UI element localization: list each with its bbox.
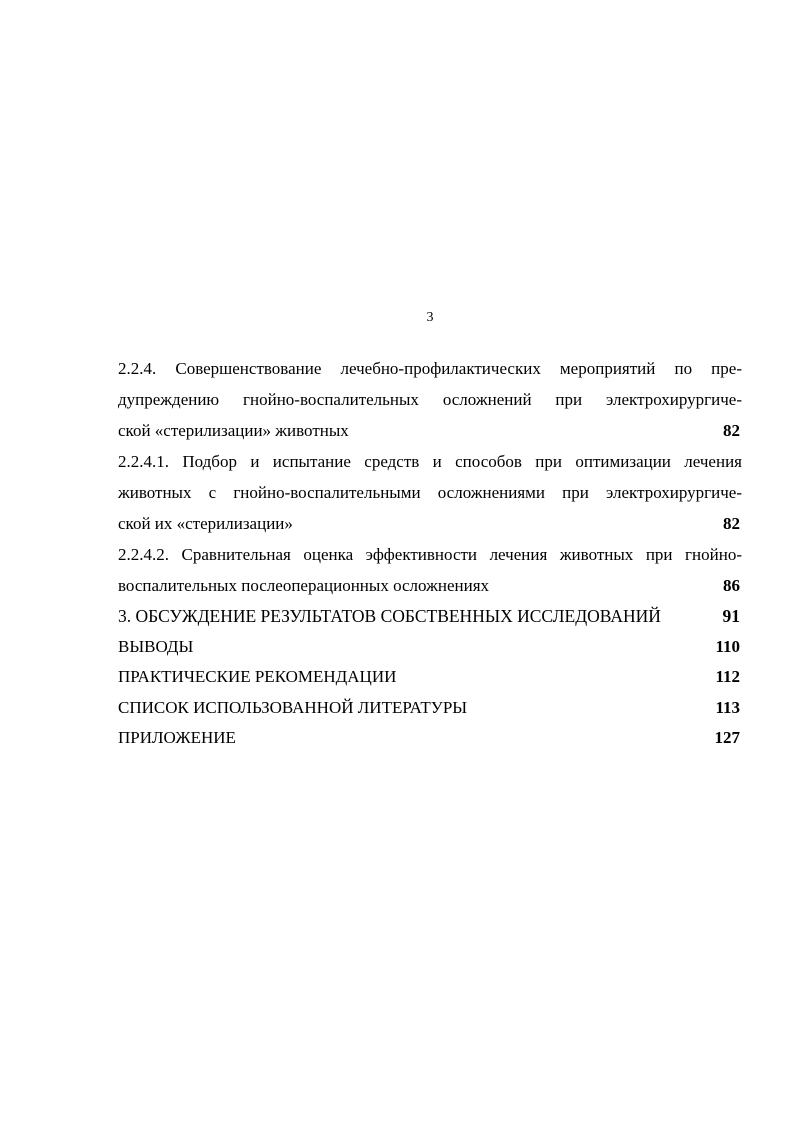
toc-entry-text-line: ской их «стерилизации»	[118, 514, 293, 533]
toc-page-number: 91	[722, 606, 740, 626]
toc-entry-text-line: ской «стерилизации» животных	[118, 421, 349, 440]
toc-entry-2-2-4-2	[118, 539, 742, 601]
toc-entry-text-line: 2.2.4.2. Сравнительная оценка эффективности лечения животных при гнойно-	[118, 545, 742, 564]
toc-entry-text-line: животных с гнойно-воспалительными осложнениями при электрохирургиче-	[118, 483, 742, 502]
toc-page-number: 82	[723, 514, 740, 533]
toc-entry-title: 3. ОБСУЖДЕНИЕ РЕЗУЛЬТАТОВ СОБСТВЕННЫХ ИССЛЕДОВАНИЙ	[118, 606, 661, 626]
toc-entry-last-line	[118, 415, 742, 446]
toc-page-number: 127	[714, 728, 740, 747]
table-of-contents	[118, 353, 742, 754]
toc-entry-title: ПРИЛОЖЕНИЕ	[118, 728, 236, 747]
toc-entry-text-line: 2.2.4.1. Подбор и испытание средств и способов при оптимизации лечения	[118, 452, 742, 471]
toc-page-number: 110	[715, 636, 740, 656]
toc-entry-references	[118, 693, 742, 724]
page-number: 3	[426, 310, 434, 325]
toc-entry-title: ПРАКТИЧЕСКИЕ РЕКОМЕНДАЦИИ	[118, 667, 397, 686]
toc-entry-last-line	[118, 570, 742, 601]
toc-entry-title: ВЫВОДЫ	[118, 636, 194, 656]
toc-entry-title: СПИСОК ИСПОЛЬЗОВАННОЙ ЛИТЕРАТУРЫ	[118, 697, 468, 717]
toc-entry-2-2-4-1	[118, 446, 742, 539]
toc-entry-recommendations	[118, 662, 742, 693]
toc-page-number: 112	[715, 667, 740, 686]
toc-entry-text-line: дупреждению гнойно-воспалительных осложнений при электрохирургиче-	[118, 390, 742, 409]
toc-page-number: 82	[723, 421, 740, 440]
toc-entry-text-line: воспалительных послеоперационных осложнениях	[118, 576, 490, 595]
toc-entry-2-2-4	[118, 353, 742, 446]
toc-entry-text-line: 2.2.4. Совершенствование лечебно-профилактических мероприятий по пре-	[118, 359, 742, 378]
toc-page-number: 113	[715, 697, 740, 717]
toc-page-number: 86	[723, 576, 740, 595]
toc-entry-3	[118, 601, 742, 632]
toc-entry-last-line	[118, 508, 742, 539]
toc-entry-appendix	[118, 723, 742, 754]
toc-entry-conclusions	[118, 632, 742, 663]
